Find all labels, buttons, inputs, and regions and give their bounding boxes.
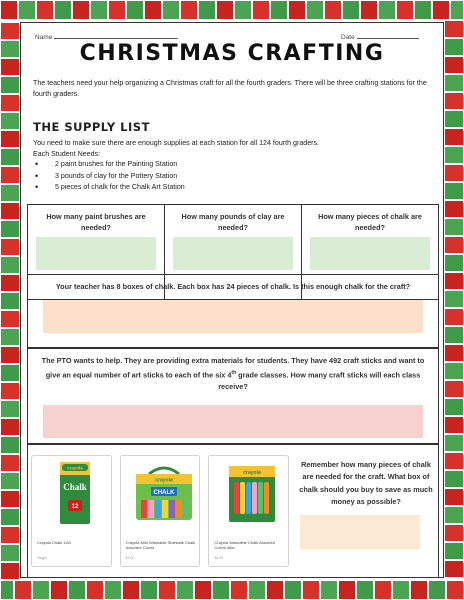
- border-tile: [0, 184, 20, 202]
- product-label: Chalk: [63, 482, 87, 492]
- product-cards: [31, 455, 289, 567]
- border-tile: [0, 274, 20, 292]
- answer-box-pto[interactable]: [43, 405, 423, 438]
- border-tile: [444, 524, 464, 542]
- question-pto-after: grade classes. How many craft sticks will each class receive?: [218, 370, 421, 392]
- question-pto-sup: th: [231, 370, 237, 376]
- border-tile: [104, 580, 122, 600]
- product-label: CHALK: [153, 490, 175, 496]
- border-tile: [0, 364, 20, 382]
- border-tile: [0, 346, 20, 364]
- border-tile: [288, 0, 306, 20]
- border-tile: [144, 0, 162, 20]
- border-tile: [18, 0, 36, 20]
- border-tile: [0, 544, 20, 562]
- worksheet-page: [20, 22, 444, 578]
- border-tile: [50, 580, 68, 600]
- border-tile: [216, 0, 234, 20]
- name-field[interactable]: [54, 32, 178, 39]
- date-label: Date: [341, 34, 355, 41]
- border-tile: [212, 580, 230, 600]
- border-tile: [444, 326, 464, 344]
- border-tile: [444, 218, 464, 236]
- product-name: Crayola Chalk 12ct: [37, 540, 71, 545]
- border-tile: [230, 580, 248, 600]
- product-card[interactable]: [120, 455, 201, 567]
- product-count: 12: [71, 504, 79, 510]
- border-tile: [444, 236, 464, 254]
- border-tile: [360, 0, 378, 20]
- border-tile: [0, 580, 14, 600]
- product-sub: $4.99: [214, 556, 224, 560]
- chalk-boxes-question-box: [27, 274, 439, 348]
- border-tile: [444, 128, 464, 146]
- border-tile: [140, 580, 158, 600]
- border-tile: [234, 0, 252, 20]
- product-card[interactable]: [31, 455, 112, 567]
- chalk-box-12-image: [40, 460, 110, 526]
- border-tile: [0, 454, 20, 472]
- supply-list-heading: THE SUPPLY LIST: [33, 120, 150, 134]
- answer-box-chalk-boxes[interactable]: [43, 300, 423, 333]
- product-name: Crayola Washable Chalk Assorted Colors 48ct: [214, 540, 275, 550]
- border-tile: [32, 580, 50, 600]
- border-tile: [0, 310, 20, 328]
- chalk-set-image: [217, 460, 287, 526]
- supply-text-block: [33, 138, 437, 159]
- border-tile: [0, 112, 20, 130]
- product-brand: crayola: [154, 477, 173, 484]
- supply-list: [35, 159, 185, 194]
- remember-question: Remember how many pieces of chalk are needed for the craft. What box of chalk should you buy to save as much money as possible?: [299, 460, 433, 507]
- name-line: [35, 32, 178, 41]
- supply-item: • 5 pieces of chalk for the Chalk Art Station: [35, 182, 185, 194]
- supply-item: • 2 paint brushes for the Painting Station: [35, 159, 185, 171]
- question-pto-before: The PTO wants to help. They are providing extra materials for students. They have 492 craft sticks and want to give an equal number of art sticks to each of the six 4: [41, 356, 425, 380]
- chalk-bucket-image: [129, 460, 199, 526]
- border-tile: [0, 166, 20, 184]
- border-tile: [444, 254, 464, 272]
- border-tile: [356, 580, 374, 600]
- border-tile: [266, 580, 284, 600]
- border-tile: [122, 580, 140, 600]
- border-tile: [444, 56, 464, 74]
- border-tile: [248, 580, 266, 600]
- border-tile: [0, 382, 20, 400]
- supply-item: • 3 pounds of clay for the Pottery Station: [35, 171, 185, 183]
- border-tile: [444, 38, 464, 56]
- border-tile: [444, 92, 464, 110]
- border-tile: [0, 292, 20, 310]
- border-tile: [54, 0, 72, 20]
- border-tile: [444, 146, 464, 164]
- product-brand: crayola: [67, 465, 83, 471]
- border-tile: [444, 452, 464, 470]
- answer-box-chalk-pieces[interactable]: [310, 237, 430, 270]
- border-tile: [444, 20, 464, 38]
- date-line: [341, 32, 419, 41]
- border-tile: [444, 200, 464, 218]
- border-tile: [0, 490, 20, 508]
- border-tile: [162, 0, 180, 20]
- question-chalk-pieces: How many pieces of chalk are needed?: [318, 212, 422, 232]
- border-tile: [158, 580, 176, 600]
- border-tile: [450, 0, 464, 20]
- border-tile: [444, 398, 464, 416]
- border-tile: [444, 308, 464, 326]
- product-brand: crayola: [243, 470, 262, 476]
- border-tile: [320, 580, 338, 600]
- border-tile: [374, 580, 392, 600]
- border-tile: [444, 74, 464, 92]
- border-tile: [444, 434, 464, 452]
- product-card[interactable]: [208, 455, 289, 567]
- answer-box-clay[interactable]: [173, 237, 293, 270]
- border-tile: [342, 0, 360, 20]
- border-tile: [0, 562, 20, 580]
- question-clay: How many pounds of clay are needed?: [181, 212, 285, 232]
- border-tile: [338, 580, 356, 600]
- border-tile: [0, 400, 20, 418]
- border-tile: [444, 110, 464, 128]
- border-tile: [0, 22, 20, 40]
- border-tile: [444, 164, 464, 182]
- border-tile: [0, 418, 20, 436]
- border-tile: [378, 0, 396, 20]
- border-tile: [444, 380, 464, 398]
- border-tile: [414, 0, 432, 20]
- border-tile: [0, 58, 20, 76]
- border-tile: [446, 580, 464, 600]
- border-tile: [444, 272, 464, 290]
- border-tile: [86, 580, 104, 600]
- question-chalk-boxes: Your teacher has 8 boxes of chalk. Each box has 24 pieces of chalk. Is this enough chalk for the craft?: [55, 282, 411, 291]
- border-tile: [444, 182, 464, 200]
- border-tile: [432, 0, 450, 20]
- border-tile: [0, 436, 20, 454]
- answer-box-best-buy[interactable]: [300, 515, 420, 549]
- border-tile: [396, 0, 414, 20]
- border-tile: [428, 580, 446, 600]
- border-tile: [444, 290, 464, 308]
- border-tile: [68, 580, 86, 600]
- border-tile: [284, 580, 302, 600]
- question-brushes: How many paint brushes are needed?: [46, 212, 146, 232]
- border-tile: [324, 0, 342, 20]
- product-name: Crayola Mini Washable Sidewalk Chalk Assorted Colors: [125, 540, 196, 550]
- border-tile: [252, 0, 270, 20]
- date-field[interactable]: [357, 32, 419, 39]
- border-tile: [0, 76, 20, 94]
- name-label: Name: [35, 34, 53, 41]
- question-pto: [36, 355, 430, 393]
- border-tile: [0, 220, 20, 238]
- border-tile: [444, 362, 464, 380]
- border-tile: [0, 40, 20, 58]
- pto-question-box: [27, 348, 439, 444]
- border-tile: [302, 580, 320, 600]
- border-tile: [180, 0, 198, 20]
- border-tile: [126, 0, 144, 20]
- border-tile: [444, 470, 464, 488]
- border-tile: [0, 256, 20, 274]
- needs-label: Each Student Needs:: [33, 149, 101, 158]
- border-tile: [0, 328, 20, 346]
- border-tile: [0, 202, 20, 220]
- border-tile: [176, 580, 194, 600]
- border-tile: [14, 580, 32, 600]
- border-tile: [0, 508, 20, 526]
- border-tile: [444, 416, 464, 434]
- border-tile: [0, 130, 20, 148]
- border-tile: [36, 0, 54, 20]
- border-tile: [194, 580, 212, 600]
- border-tile: [410, 580, 428, 600]
- border-tile: [198, 0, 216, 20]
- border-tile: [444, 344, 464, 362]
- border-tile: [0, 238, 20, 256]
- border-tile: [444, 488, 464, 506]
- supply-description: You need to make sure there are enough supplies at each station for all 124 fourth graders.: [33, 139, 320, 147]
- border-tile: [444, 542, 464, 560]
- border-tile: [0, 0, 18, 20]
- border-tile: [0, 94, 20, 112]
- border-tile: [90, 0, 108, 20]
- border-tile: [108, 0, 126, 20]
- product-sub: $1.00: [125, 556, 135, 560]
- border-tile: [306, 0, 324, 20]
- answer-box-brushes[interactable]: [36, 237, 156, 270]
- page-title: CHRISTMAS CRAFTING: [79, 41, 385, 66]
- border-tile: [0, 472, 20, 490]
- border-tile: [0, 148, 20, 166]
- border-tile: [72, 0, 90, 20]
- border-tile: [392, 580, 410, 600]
- border-tile: [270, 0, 288, 20]
- product-sub: Target: [37, 556, 47, 560]
- border-tile: [0, 526, 20, 544]
- border-tile: [0, 20, 20, 22]
- border-tile: [444, 506, 464, 524]
- border-tile: [444, 560, 464, 578]
- intro-text: The teachers need your help organizing a Christmas craft for all the fourth graders. There will be three crafting stations for the fourth graders.: [33, 79, 427, 98]
